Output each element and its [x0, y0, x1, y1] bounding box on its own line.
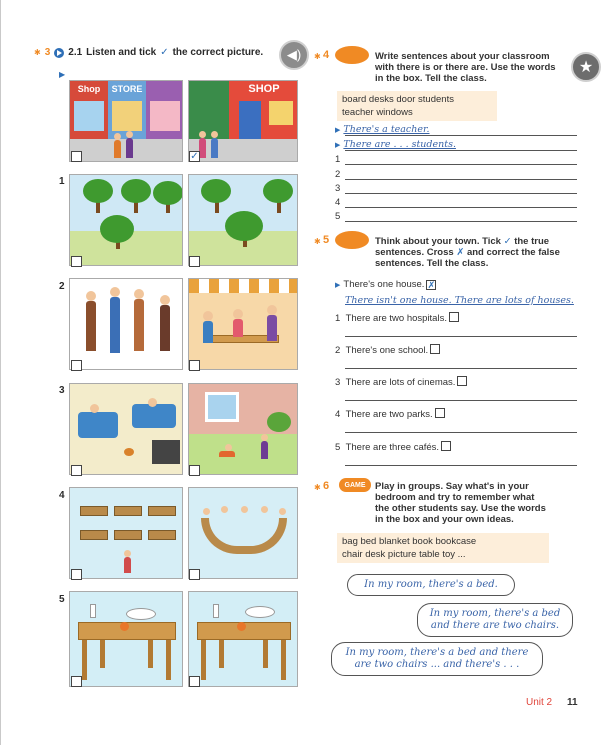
picture-2a [69, 278, 183, 370]
instruction-part2: the correct picture. [172, 47, 264, 58]
picture-4a [69, 487, 183, 579]
answer-checkbox[interactable] [189, 256, 200, 267]
example-sentence: ▶ There's one house. ✗ [335, 279, 436, 290]
example-arrow-icon: ▶ [59, 70, 66, 79]
statement-3: 3 There are lots of cinemas. [335, 376, 467, 388]
star-icon: ✱ [34, 48, 41, 57]
speech-bubble-2: In my room, there's a bed and there are two chairs. [417, 603, 573, 637]
page-number: 11 [567, 697, 578, 708]
unit-label: Unit 2 [526, 697, 553, 708]
answer-line-number: 1 [335, 154, 341, 165]
answer-checkbox[interactable] [189, 465, 200, 476]
arrow-icon: ▶ [335, 282, 341, 289]
answer-line-number: 2 [335, 169, 341, 180]
picture-5b [188, 591, 298, 687]
statement-4: 4 There are two parks. [335, 408, 445, 420]
answer-box[interactable] [435, 408, 445, 418]
answer-box[interactable] [441, 441, 451, 451]
arrow-icon: ▶ [335, 142, 341, 149]
orange-speech-bubble-icon [335, 46, 369, 64]
answer-line[interactable] [345, 400, 577, 401]
answer-line[interactable] [345, 465, 577, 466]
answer-line[interactable] [345, 164, 577, 165]
answer-checkbox[interactable] [71, 360, 82, 371]
statement-5: 5 There are three cafés. [335, 441, 451, 453]
star-icon: ✱ [314, 52, 321, 61]
answer-box[interactable] [430, 344, 440, 354]
picture-1a [69, 174, 183, 266]
answer-box-crossed[interactable]: ✗ [427, 280, 436, 290]
answer-checkbox[interactable] [71, 465, 82, 476]
orange-speech-bubble-icon [335, 231, 369, 249]
answer-line[interactable] [345, 179, 577, 180]
picture-example-b [188, 80, 298, 162]
picture-example-a [69, 80, 183, 162]
speech-bubble-1: In my room, there's a bed. [347, 574, 515, 596]
exercise-6-title: Play in groups. Say what's in your bedroom and try to remember what the other students say. Use the words in the box and your own ideas. [375, 481, 546, 525]
answer-line[interactable] [345, 193, 577, 194]
picture-2b [188, 278, 298, 370]
exercise-4-number: 4 [323, 49, 330, 61]
picture-3b [188, 383, 298, 475]
row-number: 4 [59, 490, 65, 501]
example-line: ▶ There's a teacher. [335, 124, 430, 135]
exercise-3-number: 3 [44, 47, 51, 58]
picture-3a [69, 383, 183, 475]
answer-line-number: 3 [335, 183, 341, 194]
exercise-6-number: 6 [323, 480, 330, 492]
speaker-icon[interactable]: ◀) [279, 40, 309, 70]
answer-line[interactable] [345, 207, 577, 208]
speech-bubble-3: In my room, there's a bed and there are two chairs ... and there's . . . [331, 642, 543, 676]
answer-checkbox[interactable] [189, 360, 200, 371]
answer-checkbox[interactable] [189, 569, 200, 580]
audio-track-icon[interactable] [54, 48, 64, 58]
row-number: 1 [59, 176, 65, 187]
example-line: ▶ There are . . . students. [335, 139, 456, 150]
answer-checkbox[interactable] [189, 676, 200, 687]
row-number: 3 [59, 385, 65, 396]
tick-icon: ✓ [503, 236, 512, 247]
answer-checkbox[interactable] [71, 256, 82, 267]
tick-icon: ✓ [160, 47, 169, 58]
exercise-4-title: Write sentences about your classroom with there is or there are. Use the words in the box. Tell the class. [375, 51, 556, 84]
track-number: 2.1 [68, 47, 83, 58]
answer-line[interactable] [345, 336, 577, 337]
answer-checkbox[interactable] [71, 569, 82, 580]
star-icon: ✱ [314, 237, 321, 246]
answer-line-number: 4 [335, 197, 341, 208]
answer-checkbox[interactable] [71, 676, 82, 687]
answer-line[interactable] [345, 221, 577, 222]
cross-icon: ✗ [456, 247, 465, 258]
answer-box[interactable] [449, 312, 459, 322]
store-sign: STORE [111, 84, 143, 94]
answer-line[interactable] [345, 368, 577, 369]
picture-1b [188, 174, 298, 266]
answer-checkbox[interactable] [71, 151, 82, 162]
statement-2: 2 There's one school. [335, 344, 440, 356]
picture-4b [188, 487, 298, 579]
exercise-5-title: Think about your town. Tick ✓ the true sentences. Cross ✗ and correct the false sentences. Tell the class. [375, 236, 560, 269]
statement-1: 1 There are two hospitals. [335, 312, 459, 324]
shop-sign: Shop [77, 84, 101, 94]
word-box-6: bag bed blanket book bookcase chair desk picture table toy ... [337, 533, 549, 563]
answer-line[interactable] [345, 432, 577, 433]
star-icon: ✱ [314, 483, 321, 492]
star-icon[interactable]: ★ [571, 52, 601, 82]
game-badge: GAME [339, 478, 371, 492]
instruction-part1: Listen and tick [86, 47, 157, 58]
picture-5a [69, 591, 183, 687]
exercise-3-header [34, 47, 263, 58]
row-number: 2 [59, 281, 65, 292]
answer-line-number: 5 [335, 211, 341, 222]
word-box-4: board desks door students teacher windows [337, 91, 497, 121]
arrow-icon: ▶ [335, 127, 341, 134]
shop-sign-large: SHOP [248, 83, 280, 95]
answer-checkbox-ticked[interactable]: ✓ [190, 151, 199, 162]
row-number: 5 [59, 594, 65, 605]
exercise-5-number: 5 [323, 234, 330, 246]
example-answer: There isn't one house. There are lots of houses. [345, 295, 574, 306]
answer-box[interactable] [457, 376, 467, 386]
